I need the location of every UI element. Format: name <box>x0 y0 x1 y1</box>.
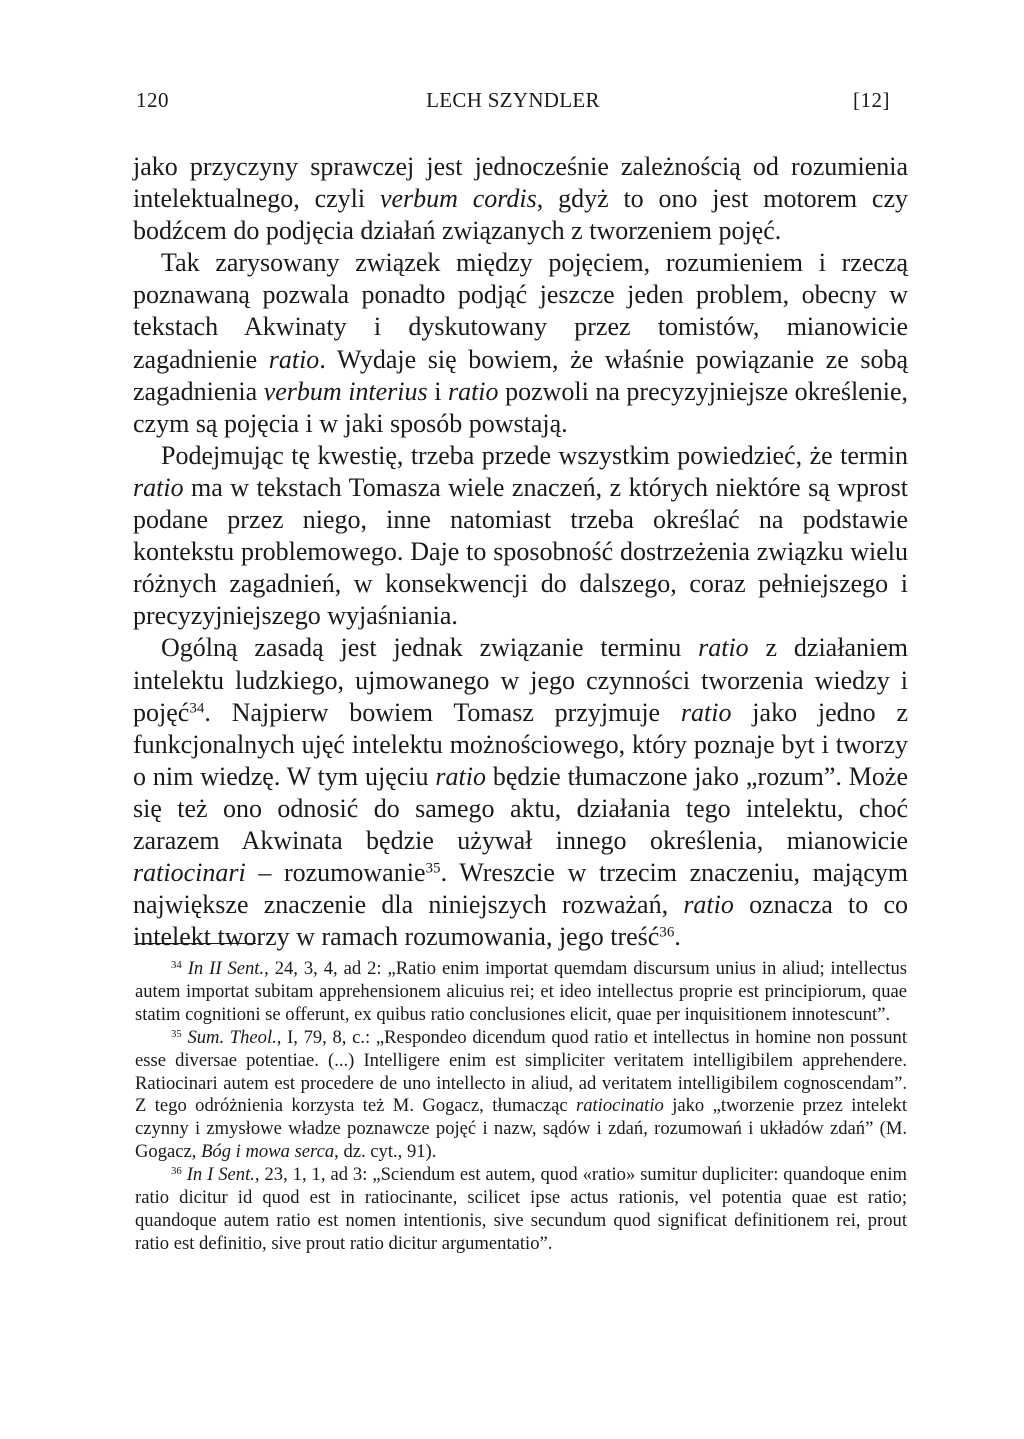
italic-term: ratio <box>133 472 184 502</box>
text-run: pozwoli na precyzyjniejsze określenie, czym są pojęcia i w jaki sposób powstają. <box>133 376 908 438</box>
footnotes <box>135 958 907 1256</box>
italic-term: ratio <box>268 344 320 374</box>
text-run: . Wreszcie w trzecim znaczeniu, mającym największe znaczenie dla niniejszych rozważań, <box>133 858 908 920</box>
text-run: , I, 79, 8, c.: „Respondeo dicendum quod ratio et intellectus in homine non possunt esse diversae potentiae. (...) Intelligere enim est simpliciter veritatem intelligibilem apprehendere. Ratiocinari autem est procedere de uno intellecto in aliud, ad veritatem intelligibilem cognoscendam”. Z tego odróżnienia korzysta też M. Gogacz, tłumacząc <box>135 1026 908 1117</box>
text-run: . <box>674 922 681 952</box>
text-run: jako jedno z funkcjonalnych ujęć intelektu możnościowego, który poznaje byt i tworzy o nim wiedzę. W tym ujęciu <box>133 697 908 791</box>
footnote-marker: 35 <box>425 860 441 877</box>
footnote-marker: 36 <box>659 924 675 941</box>
italic-term: Sum. Theol. <box>187 1026 277 1048</box>
footnote-marker: 34 <box>189 700 205 717</box>
text-run: będzie tłumaczone jako „rozum”. Może się też ono odnosić do samego aktu, działania tego intelektu, choć zarazem Akwinata będzie używał innego określenia, mianowicie <box>133 761 908 855</box>
text-run: , 24, 3, 4, ad 2: „Ratio enim importat quemdam discursum unius in aliud; intellectus autem importat subitam apprehensionem alicuius rei; et ideo intellectus proprie est principiorum, quae statim cognitioni se offerunt, ex quibus ratio conclusiones elicit, quae per inquisitionem innotescunt”. <box>135 958 907 1025</box>
footnote <box>135 1027 907 1164</box>
text-run: ma w tekstach Tomasza wiele znaczeń, z których niektóre są wprost podane przez niego, inne natomiast trzeba określać na podstawie kontekstu problemowego. Daje to sposobność dostrzeżenia związku wielu różnych zagadnień, w konsekwencji do dalszego, coraz pełniejszego i precyzyjniejszego wyjaśniania. <box>133 472 908 631</box>
running-head-author: LECH SZYNDLER <box>426 88 600 112</box>
italic-term: verbum interius <box>263 376 428 406</box>
italic-term: ratio <box>683 890 734 920</box>
footnote <box>135 1164 907 1256</box>
text-run: z działaniem intelektu ludzkiego, ujmowanego w jego czynności tworzenia wiedzy i pojęć <box>133 633 908 727</box>
text-run: i <box>427 376 448 406</box>
page-number: 120 <box>136 88 169 112</box>
text-run: , gdyż to ono jest motorem czy bodźcem do podjęcia działań związanych z tworzeniem pojęć. <box>133 184 908 246</box>
body-paragraph <box>133 440 908 633</box>
text-run: jako przyczyny sprawczej jest jednocześnie zależnością od rozumienia intelektualnego, czyli <box>133 152 908 214</box>
italic-term: ratiocinari <box>133 858 246 888</box>
text-run: , dz. cyt., 91). <box>334 1141 437 1163</box>
italic-term: In I Sent. <box>186 1164 255 1186</box>
footnote-rule <box>136 943 256 944</box>
body-paragraph <box>133 632 908 953</box>
text-run: oznacza to co intelekt tworzy w ramach rozumowania, jego treść <box>133 890 908 952</box>
text-run: Ogólną zasadą jest jednak związanie terminu <box>161 633 699 663</box>
italic-term: verbum cordis <box>379 184 537 214</box>
section-number: [12] <box>853 88 890 112</box>
footnote <box>135 958 907 1027</box>
italic-term: ratio <box>435 761 486 791</box>
italic-term: ratio <box>680 697 732 727</box>
italic-term: ratio <box>698 633 749 663</box>
body-text <box>133 151 908 953</box>
italic-term: ratiocinatio <box>575 1095 664 1117</box>
footnote-marker: 36 <box>171 1165 182 1178</box>
body-paragraph <box>133 151 908 247</box>
footnote-marker: 34 <box>171 959 182 972</box>
text-run: Tak zarysowany związek między pojęciem, rozumieniem i rzeczą poznawaną pozwala ponadto podjąć jeszcze jeden problem, obecny w tekstach Akwinaty i dyskutowany przez tomistów, mianowicie zagadnienie <box>133 248 908 374</box>
body-paragraph <box>133 247 908 440</box>
italic-term: ratio <box>447 376 499 406</box>
text-run: – rozumowanie <box>245 858 426 888</box>
text-run: jako „tworzenie przez intelekt czynny i zmysłowe władze poznawcze pojęć i nazw, sądów i zdań, rozumowań i układów zdań” (M. Gogacz, <box>135 1095 907 1163</box>
text-run: , 23, 1, 1, ad 3: „Sciendum est autem, quod «ratio» sumitur dupliciter: quandoque enim ratio dicitur id quod est in ratiocinante, scilicet ipse actus rationis, vel potentia quae est ratio; quandoque autem ratio est nomen intentionis, sive secundum quod significat definitionem rei, prout ratio est definitio, sive prout ratio dicitur argumentatio”. <box>135 1164 907 1254</box>
italic-term: Bóg i mowa serca <box>201 1141 335 1163</box>
text-run: Podejmując tę kwestię, trzeba przede wszystkim powiedzieć, że termin <box>161 440 908 470</box>
text-run: . Wydaje się bowiem, że właśnie powiązanie ze sobą zagadnienia <box>133 344 908 406</box>
footnote-marker: 35 <box>171 1027 182 1040</box>
text-run: . Najpierw bowiem Tomasz przyjmuje <box>204 697 681 727</box>
italic-term: In II Sent. <box>187 958 265 979</box>
running-header <box>136 88 890 118</box>
